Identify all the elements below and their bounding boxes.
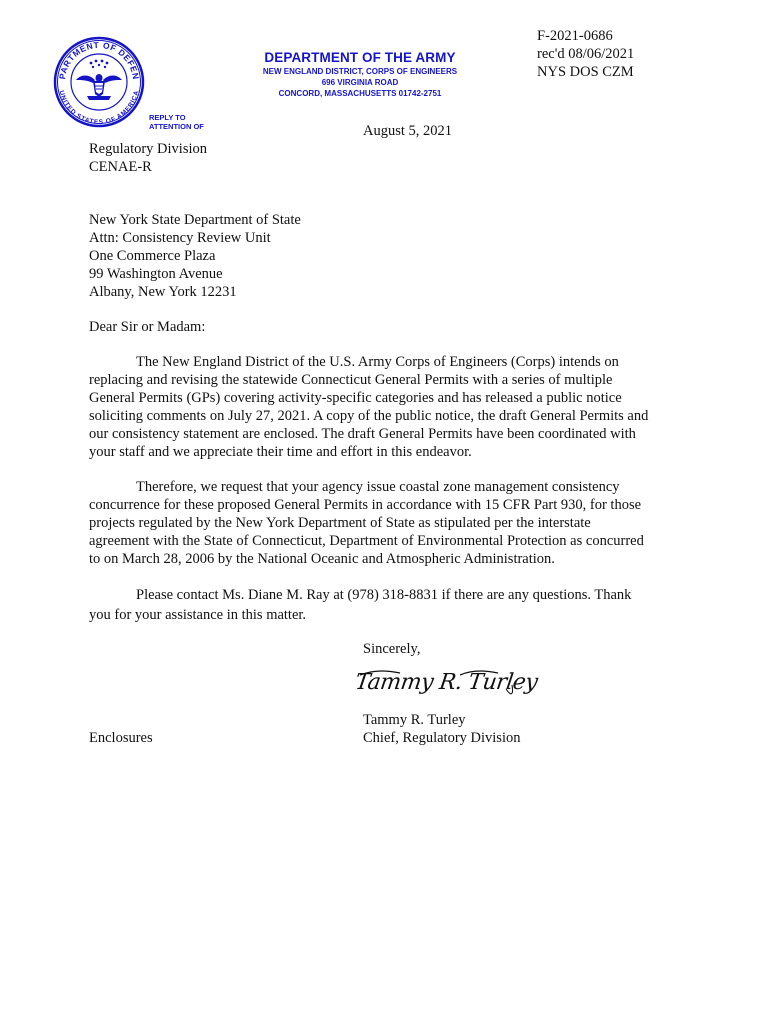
district-line: NEW ENGLAND DISTRICT, CORPS OF ENGINEERS [262, 67, 458, 76]
letter-date: August 5, 2021 [363, 123, 453, 139]
svg-text:DEPARTMENT OF DEFENSE: PARTMENT OF DEFEN [57, 39, 142, 81]
paragraph-line: The New England District of the U.S. Army Corps of Engineers (Corps) intends on [136, 354, 619, 370]
receiving-office: NYS DOS CZM [537, 64, 634, 80]
svg-text:UNITED STATES OF AMERICA: UNITED STATES OF AMERICA [57, 89, 141, 127]
paragraph-line: your staff and we appreciate their time and effort in this endeavor. [89, 444, 472, 460]
office-line: Regulatory Division [89, 141, 208, 157]
paragraph-line: to on March 28, 2006 by the National Oceanic and Atmospheric Administration. [89, 551, 555, 567]
reply-to-label: REPLY TO [149, 113, 186, 122]
enclosures-label: Enclosures [89, 730, 153, 746]
city-line: CONCORD, MASSACHUSETTS 01742-2751 [278, 89, 442, 98]
recipient-address [89, 211, 301, 301]
address-line: New York State Department of State [89, 212, 301, 228]
office-line: CENAE-R [89, 159, 152, 175]
body-paragraph [89, 585, 689, 625]
svg-text:Tammy R. Turley: Tammy R. Turley [353, 669, 540, 695]
attention-of-label: ATTENTION OF [149, 122, 204, 131]
body-paragraph [89, 353, 689, 461]
paragraph-line: projects regulated by the New York Department of State as stipulated per the interstate [89, 515, 591, 531]
salutation: Dear Sir or Madam: [89, 319, 206, 335]
paragraph-line: General Permits (GPs) covering activity-specific categories and has released a public notice [89, 390, 622, 406]
paragraph-line: Please contact Ms. Diane M. Ray at (978) 318-8831 if there are any questions. Thank [136, 587, 632, 603]
file-number: F-2021-0686 [537, 28, 613, 44]
address-line: Albany, New York 12231 [89, 284, 237, 300]
address-line: Attn: Consistency Review Unit [89, 230, 271, 246]
handwritten-signature [353, 663, 540, 699]
signer-title: Chief, Regulatory Division [363, 730, 521, 746]
closing: Sincerely, [363, 641, 421, 657]
department-heading: DEPARTMENT OF THE ARMY [264, 50, 456, 65]
received-stamp [537, 27, 634, 81]
paragraph-line: you for your assistance in this matter. [89, 607, 307, 623]
paragraph-line: concurrence for these proposed General Permits in accordance with 15 CFR Part 930, for those [89, 497, 642, 513]
address-line: 99 Washington Avenue [89, 266, 223, 282]
department-of-defense-seal [53, 36, 145, 128]
seal-icon [53, 36, 145, 128]
address-line: One Commerce Plaza [89, 248, 216, 264]
signer-name: Tammy R. Turley [363, 712, 466, 728]
paragraph-line: Therefore, we request that your agency issue coastal zone management consistency [136, 479, 620, 495]
paragraph-line: replacing and revising the statewide Connecticut General Permits with a series of multiple [89, 372, 613, 388]
paragraph-line: soliciting comments on July 27, 2021. A copy of the public notice, the draft General Permits and [89, 408, 649, 424]
body-paragraph [89, 478, 689, 568]
signature-icon [353, 663, 540, 699]
received-date: rec'd 08/06/2021 [537, 46, 635, 62]
office-symbol [89, 140, 207, 176]
paragraph-line: agreement with the State of Connecticut, Department of Environmental Protection as concurred [89, 533, 644, 549]
signature-block [363, 711, 520, 747]
street-line: 696 VIRGINIA ROAD [321, 78, 399, 87]
paragraph-line: our consistency statement are enclosed. The draft General Permits have been coordinated with [89, 426, 636, 442]
